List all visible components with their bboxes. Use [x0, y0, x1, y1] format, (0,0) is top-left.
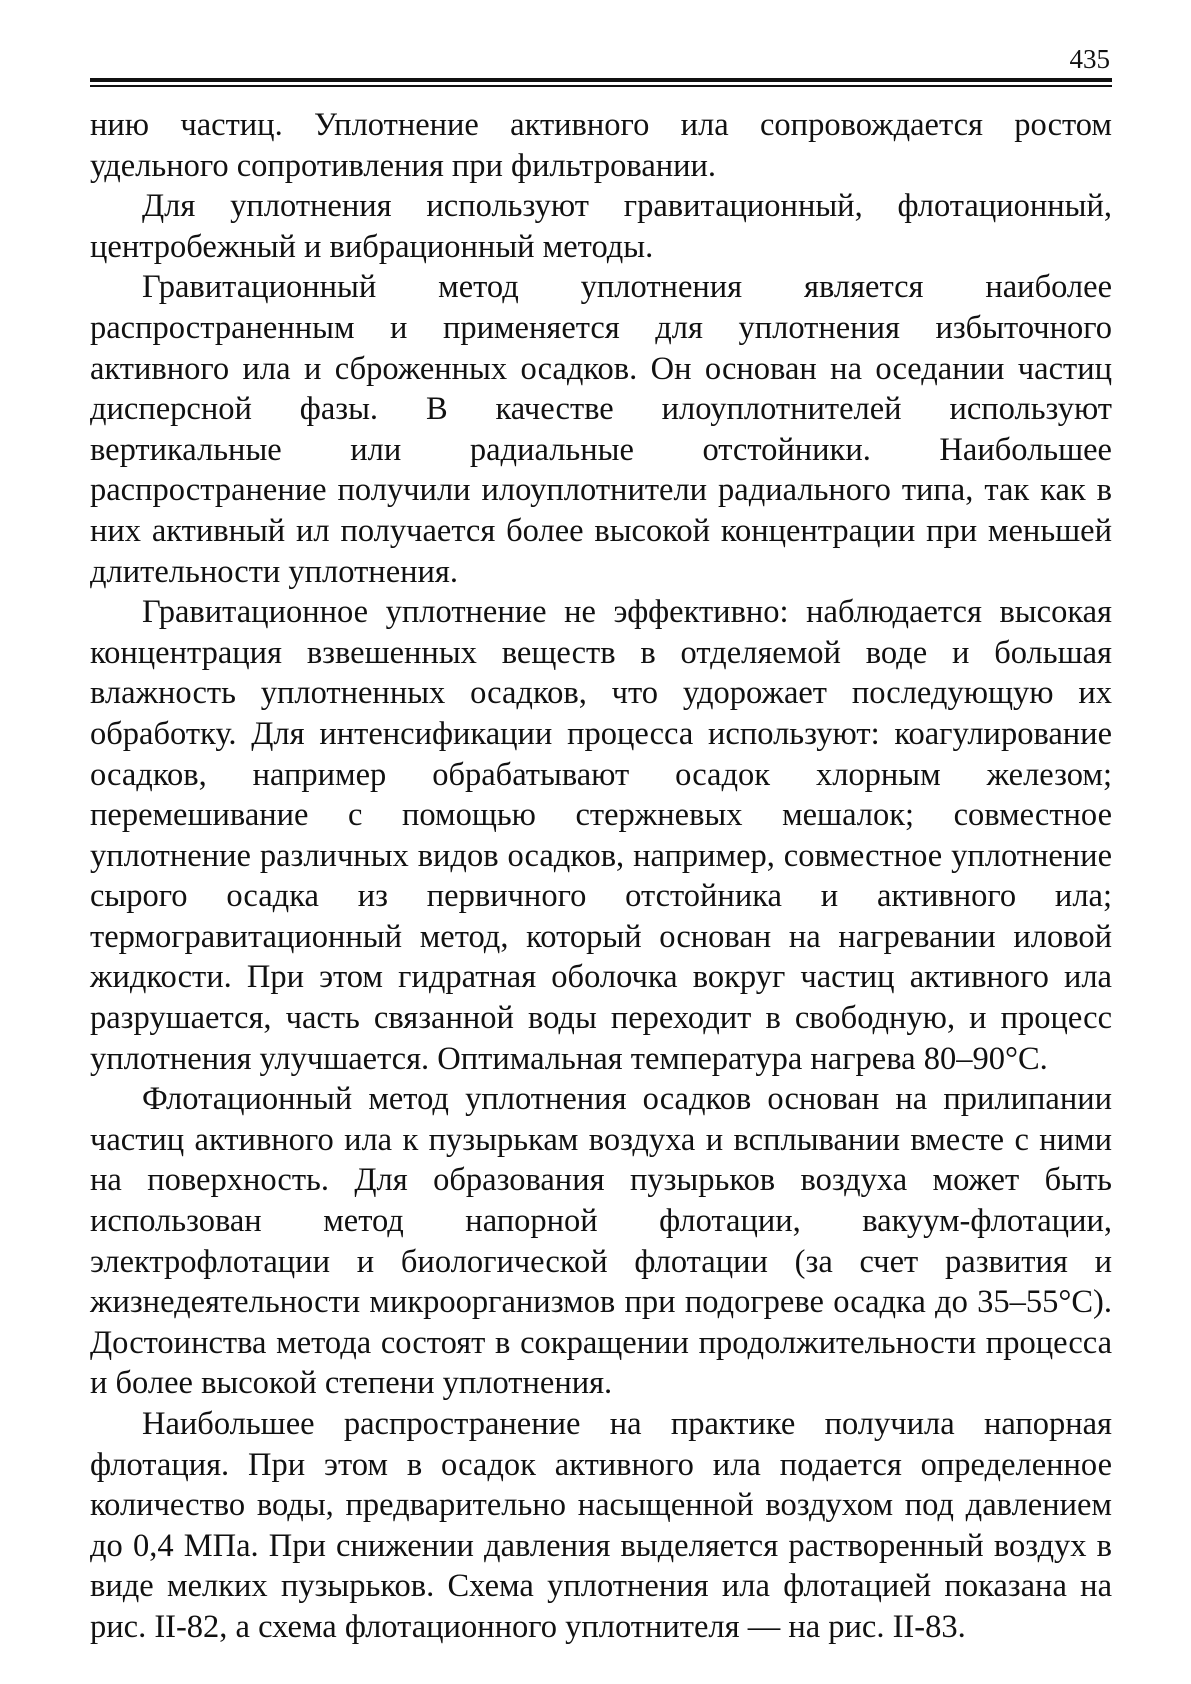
header-rule-thick	[90, 78, 1112, 82]
body-text	[90, 105, 1112, 1648]
paragraph-flotation-method: Флотационный метод уплотнения осадков основан на прилипании частиц активного ила к пузырькам воздуха и всплывании вместе с ними на поверхность. Для образования пузырьков воздуха может быть использован метод напорной флотации, вакуум-флотации, электрофлотации и биологической флотации (за счет развития и жизнедеятельности микроорганизмов при подогреве осадка до 35–55°С). Достоинства метода состоят в сокращении продолжительности процесса и более высокой степени уплотнения.	[90, 1081, 1112, 1402]
paragraph-methods-overview: Для уплотнения используют гравитационный, флотационный, центробежный и вибрационный методы.	[90, 188, 1112, 265]
paragraph-gravitational-method: Гравитационный метод уплотнения является наиболее распространенным и применяется для уплотнения избыточного активного ила и сброженных осадков. Он основан на оседании частиц дисперсной фазы. В качестве илоуплотнителей используют вертикальные или радиальные отстойники. Наибольшее распространение получили илоуплотнители радиального типа, так как в них активный ил получается более высокой концентрации при меньшей длительности уплотнения.	[90, 269, 1112, 590]
paragraph-continuation: нию частиц. Уплотнение активного ила сопровождается ростом удельного сопротивления при фильтровании.	[90, 107, 1112, 184]
paragraph-gravitational-intensification: Гравитационное уплотнение не эффективно: наблюдается высокая концентрация взвешенных веществ в отделяемой воде и большая влажность уплотненных осадков, что удорожает последующую их обработку. Для интенсификации процесса используют: коагулирование осадков, например обрабатывают осадок хлорным железом; перемешивание с помощью стержневых мешалок; совместное уплотнение различных видов осадков, например, совместное уплотнение сырого осадка из первичного отстойника и активного ила; термогравитационный метод, который основан на нагревании иловой жидкости. При этом гидратная оболочка вокруг частиц активного ила разрушается, часть связанной воды переходит в свободную, и процесс уплотнения улучшается. Оптимальная температура нагрева 80–90°С.	[90, 594, 1112, 1077]
header-rule-thin	[90, 85, 1112, 87]
paragraph-pressure-flotation: Наибольшее распространение на практике получила напорная флотация. При этом в осадок активного ила подается определенное количество воды, предварительно насыщенной воздухом под давлением до 0,4 МПа. При снижении давления выделяется растворенный воздух в виде мелких пузырьков. Схема уплотнения ила флотацией показана на рис. II-82, а схема флотационного уплотнителя — на рис. II-83.	[90, 1406, 1112, 1645]
page-number: 435	[1069, 44, 1110, 74]
